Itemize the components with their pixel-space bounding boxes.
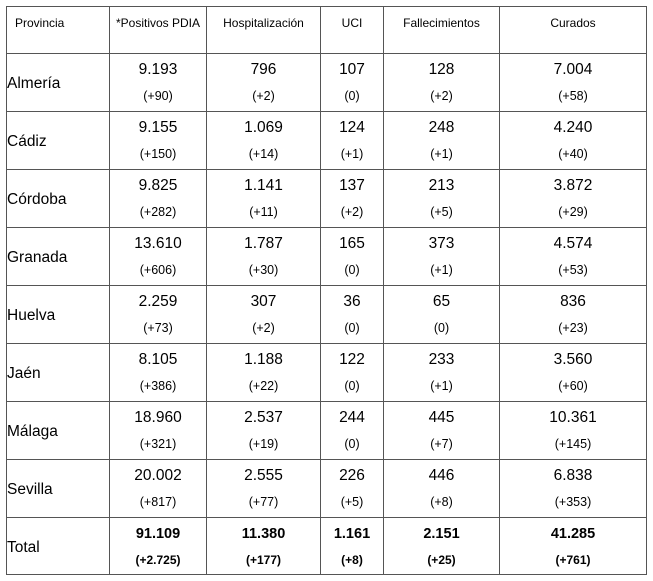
positivos-value: 9.825 <box>138 177 178 194</box>
fallecimientos-cell <box>384 112 500 170</box>
header-row <box>7 7 647 54</box>
header-provincia: Provincia <box>7 7 110 54</box>
provincia-cell <box>7 402 110 460</box>
curados-value: 4.574 <box>553 235 593 252</box>
fallecimientos-cell <box>384 228 500 286</box>
hospitalizacion-delta: (+19) <box>248 437 279 451</box>
provincia-label: Total <box>7 539 40 556</box>
provincia-label: Málaga <box>7 423 58 440</box>
provincia-label: Sevilla <box>7 481 53 498</box>
provincia-cell <box>7 112 110 170</box>
provincia-cell <box>7 54 110 112</box>
uci-delta: (0) <box>344 89 360 103</box>
provincia-label: Córdoba <box>7 191 67 208</box>
uci-value: 36 <box>343 293 361 310</box>
uci-delta: (+1) <box>340 147 364 161</box>
table-row <box>7 228 647 286</box>
fallecimientos-delta: (+1) <box>430 263 453 277</box>
positivos-value: 13.610 <box>134 235 182 252</box>
curados-value: 3.560 <box>553 351 593 368</box>
fallecimientos-cell <box>384 286 500 344</box>
hospitalizacion-value: 796 <box>250 61 277 78</box>
hospitalizacion-cell <box>207 286 321 344</box>
hospitalizacion-delta: (+177) <box>245 553 282 567</box>
uci-delta: (+2) <box>340 205 364 219</box>
uci-cell <box>321 402 384 460</box>
hospitalizacion-value: 2.555 <box>244 467 283 484</box>
positivos-cell <box>110 54 207 112</box>
fallecimientos-value: 248 <box>428 119 455 136</box>
positivos-value: 18.960 <box>134 409 182 426</box>
hospitalizacion-value: 307 <box>250 293 277 310</box>
uci-cell <box>321 54 384 112</box>
provincia-label: Granada <box>7 249 68 266</box>
provincia-cell <box>7 170 110 228</box>
positivos-value: 9.155 <box>138 119 178 136</box>
hospitalizacion-cell <box>207 112 321 170</box>
curados-delta: (+353) <box>554 495 592 509</box>
positivos-value: 9.193 <box>138 61 178 78</box>
hospitalizacion-cell <box>207 344 321 402</box>
positivos-value: 91.109 <box>135 526 181 542</box>
curados-delta: (+40) <box>558 147 588 161</box>
uci-cell <box>321 518 384 575</box>
uci-value: 244 <box>339 409 365 426</box>
positivos-cell <box>110 344 207 402</box>
positivos-delta: (+321) <box>139 437 177 451</box>
table-row <box>7 170 647 228</box>
fallecimientos-value: 213 <box>428 177 455 194</box>
curados-value: 836 <box>560 293 586 310</box>
hospitalizacion-value: 1.188 <box>244 351 283 368</box>
provincia-cell <box>7 286 110 344</box>
hospitalizacion-value: 1.069 <box>244 119 283 136</box>
curados-delta: (+145) <box>554 437 592 451</box>
provincia-cell <box>7 518 110 575</box>
fallecimientos-delta: (+1) <box>430 379 453 393</box>
curados-cell <box>500 402 647 460</box>
uci-cell <box>321 170 384 228</box>
curados-delta: (+761) <box>555 553 591 567</box>
provincia-label: Cádiz <box>7 133 47 150</box>
uci-delta: (0) <box>344 437 360 451</box>
fallecimientos-delta: (+8) <box>430 495 453 509</box>
header-fallecimientos: Fallecimientos <box>384 7 500 54</box>
uci-value: 1.161 <box>333 526 371 542</box>
uci-delta: (0) <box>344 263 360 277</box>
hospitalizacion-cell <box>207 170 321 228</box>
positivos-delta: (+150) <box>139 147 177 161</box>
uci-value: 124 <box>339 119 365 136</box>
curados-cell <box>500 286 647 344</box>
hospitalizacion-delta: (+11) <box>249 205 278 219</box>
positivos-value: 20.002 <box>134 467 182 484</box>
curados-value: 10.361 <box>549 409 597 426</box>
fallecimientos-delta: (+5) <box>430 205 453 219</box>
uci-cell <box>321 344 384 402</box>
provincia-label: Almería <box>7 75 61 92</box>
positivos-cell <box>110 402 207 460</box>
curados-cell <box>500 228 647 286</box>
positivos-delta: (+90) <box>143 89 173 103</box>
hospitalizacion-cell <box>207 54 321 112</box>
hospitalizacion-cell <box>207 402 321 460</box>
uci-cell <box>321 112 384 170</box>
hospitalizacion-value: 11.380 <box>241 526 286 542</box>
hospitalizacion-cell <box>207 460 321 518</box>
curados-value: 41.285 <box>550 526 596 542</box>
hospitalizacion-delta: (+22) <box>248 379 279 393</box>
curados-delta: (+53) <box>558 263 588 277</box>
hospitalizacion-delta: (+77) <box>248 495 279 509</box>
fallecimientos-delta: (0) <box>433 321 450 335</box>
positivos-delta: (+817) <box>139 495 177 509</box>
positivos-cell <box>110 286 207 344</box>
table-row <box>7 402 647 460</box>
curados-cell <box>500 170 647 228</box>
positivos-cell <box>110 518 207 575</box>
uci-delta: (0) <box>344 379 360 393</box>
hospitalizacion-delta: (+2) <box>252 89 275 103</box>
uci-delta: (+5) <box>340 495 364 509</box>
provincia-cell <box>7 228 110 286</box>
hospitalizacion-delta: (+14) <box>248 147 279 161</box>
positivos-cell <box>110 170 207 228</box>
uci-value: 165 <box>339 235 365 252</box>
fallecimientos-cell <box>384 460 500 518</box>
uci-value: 122 <box>339 351 365 368</box>
curados-cell <box>500 112 647 170</box>
uci-cell <box>321 460 384 518</box>
fallecimientos-value: 233 <box>428 351 455 368</box>
fallecimientos-value: 373 <box>428 235 455 252</box>
fallecimientos-cell <box>384 518 500 575</box>
curados-cell <box>500 460 647 518</box>
curados-delta: (+60) <box>558 379 588 393</box>
positivos-cell <box>110 460 207 518</box>
hospitalizacion-delta: (+30) <box>248 263 279 277</box>
positivos-cell <box>110 112 207 170</box>
uci-value: 107 <box>339 61 365 78</box>
curados-value: 3.872 <box>553 177 593 194</box>
positivos-value: 2.259 <box>138 293 178 310</box>
uci-delta: (+8) <box>341 553 363 567</box>
curados-cell <box>500 344 647 402</box>
curados-value: 4.240 <box>553 119 593 136</box>
fallecimientos-value: 2.151 <box>423 526 460 542</box>
curados-cell <box>500 518 647 575</box>
provincia-cell <box>7 344 110 402</box>
positivos-delta: (+386) <box>139 379 177 393</box>
uci-cell <box>321 286 384 344</box>
uci-delta: (0) <box>344 321 360 335</box>
hospitalizacion-value: 1.787 <box>244 235 283 252</box>
table-row <box>7 286 647 344</box>
positivos-delta: (+2.725) <box>135 553 181 567</box>
positivos-delta: (+606) <box>139 263 177 277</box>
fallecimientos-value: 128 <box>428 61 455 78</box>
table-row <box>7 460 647 518</box>
fallecimientos-cell <box>384 402 500 460</box>
total-row <box>7 518 647 575</box>
provincia-cell <box>7 460 110 518</box>
table-row <box>7 54 647 112</box>
hospitalizacion-value: 1.141 <box>244 177 283 194</box>
hospitalizacion-cell <box>207 518 321 575</box>
hospitalizacion-value: 2.537 <box>244 409 283 426</box>
positivos-value: 8.105 <box>138 351 178 368</box>
header-positivos: *Positivos PDIA <box>110 7 207 54</box>
fallecimientos-value: 446 <box>428 467 455 484</box>
table-row <box>7 344 647 402</box>
header-uci: UCI <box>321 7 384 54</box>
curados-delta: (+58) <box>558 89 588 103</box>
positivos-cell <box>110 228 207 286</box>
curados-value: 6.838 <box>553 467 593 484</box>
table-row <box>7 112 647 170</box>
fallecimientos-delta: (+7) <box>430 437 453 451</box>
uci-value: 226 <box>339 467 365 484</box>
curados-delta: (+23) <box>558 321 588 335</box>
uci-value: 137 <box>339 177 365 194</box>
positivos-delta: (+73) <box>143 321 173 335</box>
positivos-delta: (+282) <box>139 205 177 219</box>
curados-delta: (+29) <box>558 205 588 219</box>
covid-table <box>6 6 647 575</box>
fallecimientos-cell <box>384 54 500 112</box>
provincia-label: Huelva <box>7 307 56 324</box>
fallecimientos-delta: (+25) <box>427 553 456 567</box>
curados-cell <box>500 54 647 112</box>
hospitalizacion-delta: (+2) <box>252 321 275 335</box>
fallecimientos-delta: (+1) <box>430 147 453 161</box>
header-curados: Curados <box>500 7 647 54</box>
curados-value: 7.004 <box>553 61 593 78</box>
header-hospitalizacion: Hospitalización <box>207 7 321 54</box>
fallecimientos-delta: (+2) <box>430 89 453 103</box>
fallecimientos-cell <box>384 344 500 402</box>
provincia-label: Jaén <box>7 365 41 382</box>
fallecimientos-cell <box>384 170 500 228</box>
fallecimientos-value: 445 <box>428 409 455 426</box>
fallecimientos-value: 65 <box>432 293 451 310</box>
uci-cell <box>321 228 384 286</box>
hospitalizacion-cell <box>207 228 321 286</box>
